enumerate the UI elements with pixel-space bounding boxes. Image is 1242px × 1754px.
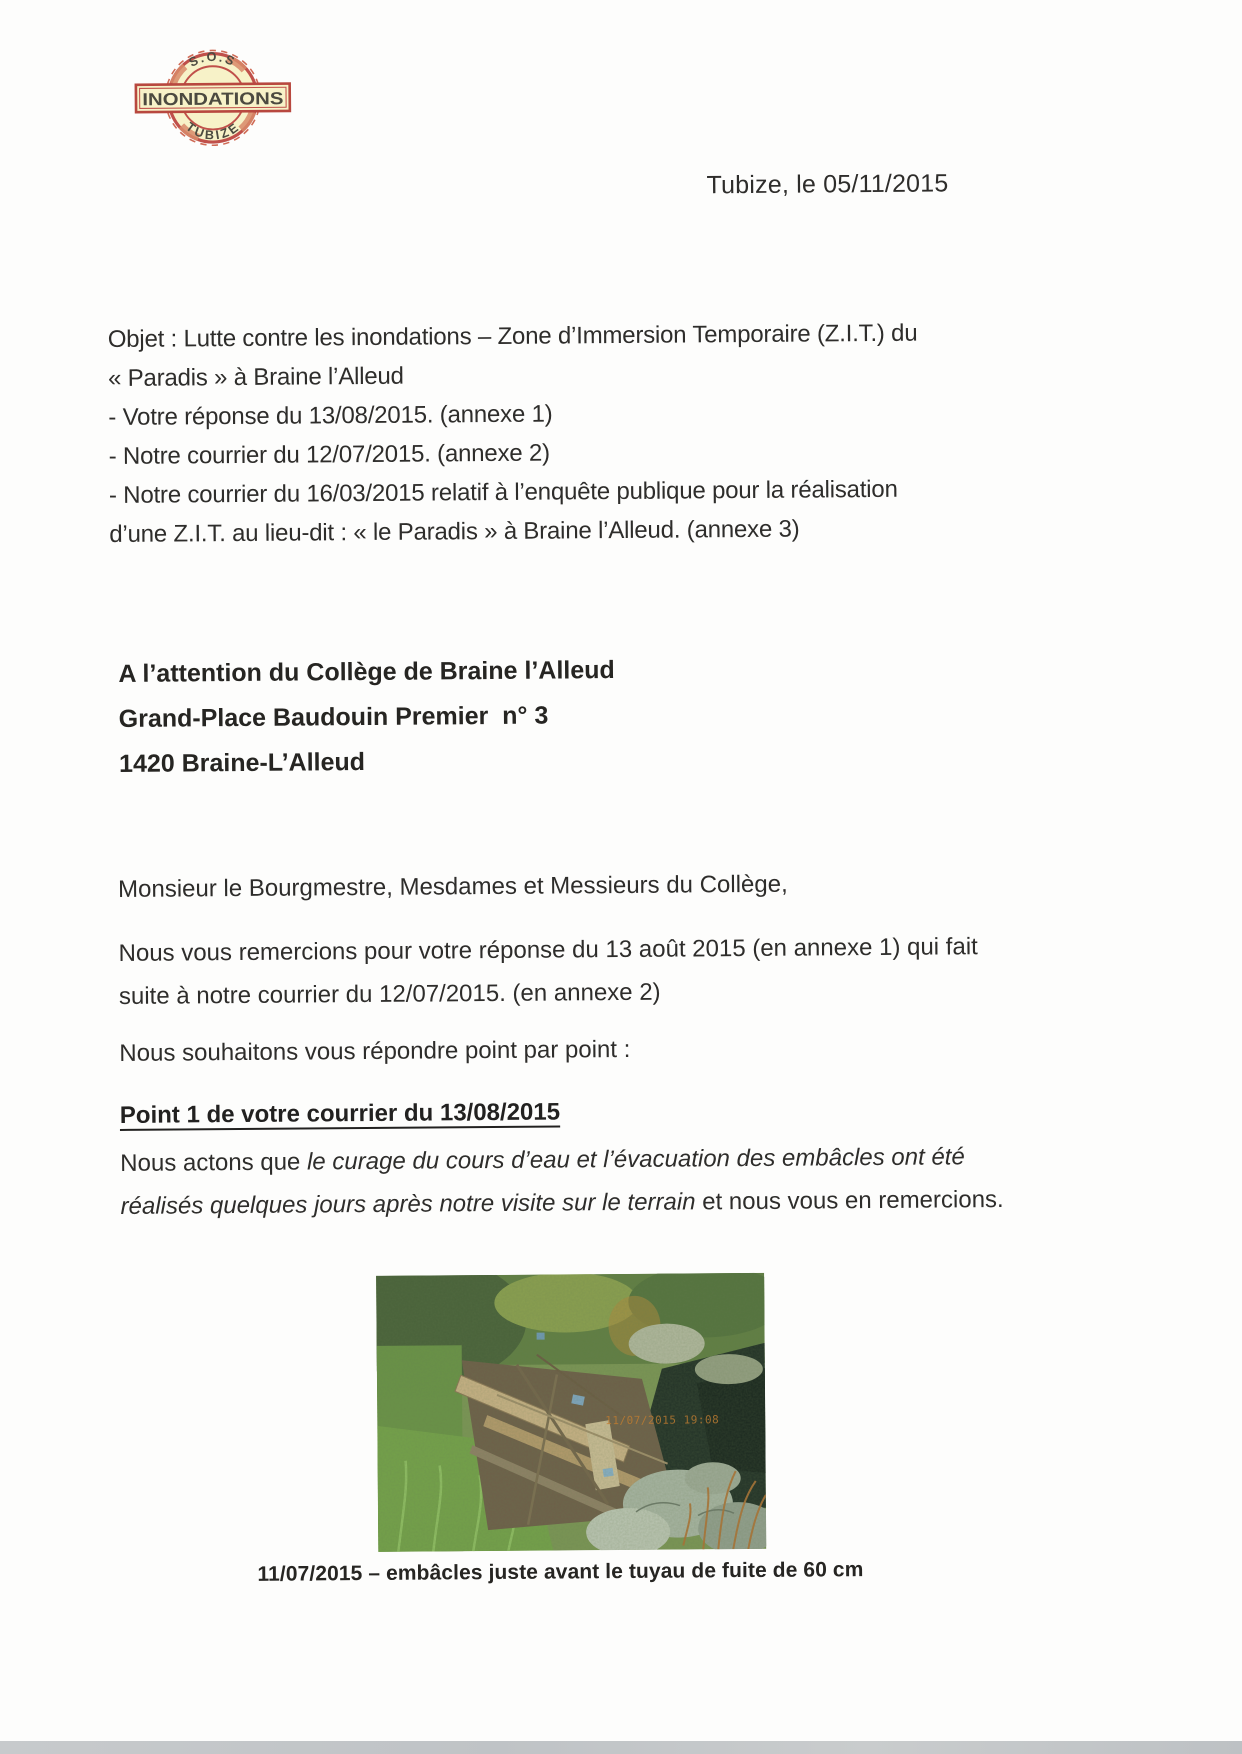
subject-line-5: - Notre courrier du 16/03/2015 relatif à l’enquête publique pour la réalisation: [108, 475, 898, 510]
life-buoy-stamp-icon: [133, 45, 292, 152]
recipient-line-3: 1420 Braine-L’Alleud: [118, 748, 366, 778]
logo-sos-text: S.O.S: [186, 49, 239, 70]
point-1-italic-quote: le curage du cours d’eau et l’évacuation des embâcles ont été réalisés quelques jours après notre visite sur le terrain: [120, 1143, 965, 1220]
scanner-edge-bar: [0, 1741, 1242, 1754]
date-line: Tubize, le 05/11/2015: [706, 169, 949, 200]
subject-block: [108, 313, 990, 554]
subject-line-1: Objet : Lutte contre les inondations – Zone d’Immersion Temporaire (Z.I.T.) du: [107, 319, 918, 354]
point-1-heading: Point 1 de votre courrier du 13/08/2015: [119, 1098, 561, 1129]
photo-caption: 11/07/2015 – embâcles juste avant le tuyau de fuite de 60 cm: [257, 1558, 864, 1586]
subject-line-4: - Notre courrier du 12/07/2015. (annexe 2): [108, 439, 550, 471]
logo-banner-text: INONDATIONS: [142, 88, 263, 110]
debris-photo-illustration: [376, 1273, 766, 1552]
point-1-text-prefix: Nous actons que: [120, 1148, 308, 1177]
point-1-paragraph: [120, 1135, 1006, 1228]
logo-tubize-text: TUBIZE: [183, 119, 243, 143]
recipient-line-1: A l’attention du Collège de Braine l’Alleud: [118, 656, 615, 688]
photo-timestamp: 11/07/2015 19:08: [605, 1413, 720, 1428]
thanks-paragraph: Nous vous remercions pour votre réponse du 13 août 2015 (en annexe 1) qui fait suite à notre courrier du 12/07/2015. (en annexe 2): [118, 933, 978, 1010]
sos-inondations-logo: [133, 45, 292, 152]
subject-line-3: - Votre réponse du 13/08/2015. (annexe 1): [108, 400, 553, 432]
subject-line-6: d’une Z.I.T. au lieu-dit : « le Paradis » à Braine l’Alleud. (annexe 3): [109, 515, 800, 549]
recipient-block: [118, 648, 615, 787]
points-intro-paragraph: Nous souhaitons vous répondre point par point :: [119, 1035, 631, 1067]
salutation-line: Monsieur le Bourgmestre, Mesdames et Messieurs du Collège,: [117, 870, 788, 903]
debris-photo: [376, 1273, 766, 1552]
point-1-text-suffix: et nous vous en remercions.: [695, 1186, 1004, 1216]
subject-line-2: « Paradis » à Braine l’Alleud: [107, 362, 404, 393]
recipient-line-2: Grand-Place Baudouin Premier n° 3: [118, 701, 549, 733]
